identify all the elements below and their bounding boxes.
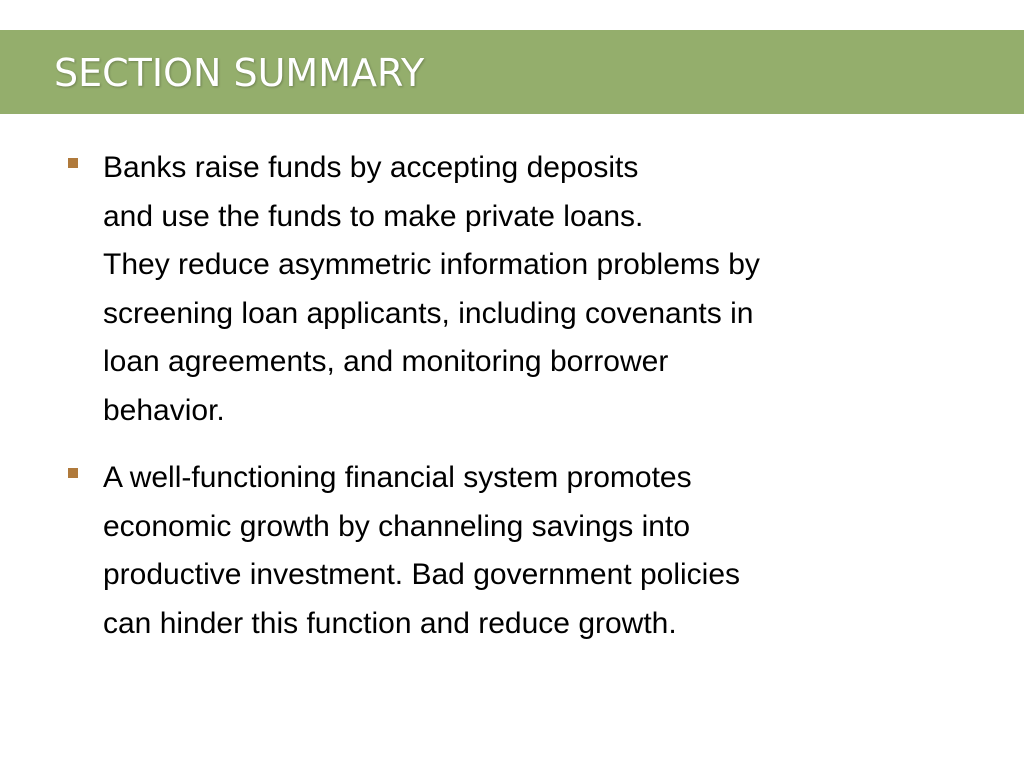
- bullet-line: Banks raise funds by accepting deposits: [103, 151, 639, 184]
- bullet-line: They reduce asymmetric information problems by: [103, 248, 760, 281]
- bullet-line: behavior.: [103, 393, 225, 427]
- bullet-line: can hinder this function and reduce growth.: [103, 606, 677, 640]
- square-bullet-icon: [68, 158, 78, 168]
- bullet-line: and use the funds to make private loans.: [103, 199, 644, 233]
- bullet-line: productive investment. Bad government policies: [103, 558, 741, 591]
- bullet-line: screening loan applicants, including covenants in: [103, 296, 754, 330]
- bullet-text: [103, 144, 760, 435]
- slide-title: SECTION SUMMARY: [54, 51, 425, 95]
- bullet-line: A well-functioning financial system promotes: [103, 461, 692, 494]
- square-bullet-icon: [68, 468, 78, 478]
- bullet-line: economic growth by channeling savings into: [103, 509, 691, 543]
- bullet-line: loan agreements, and monitoring borrower: [103, 345, 669, 378]
- bullet-text: [103, 454, 740, 648]
